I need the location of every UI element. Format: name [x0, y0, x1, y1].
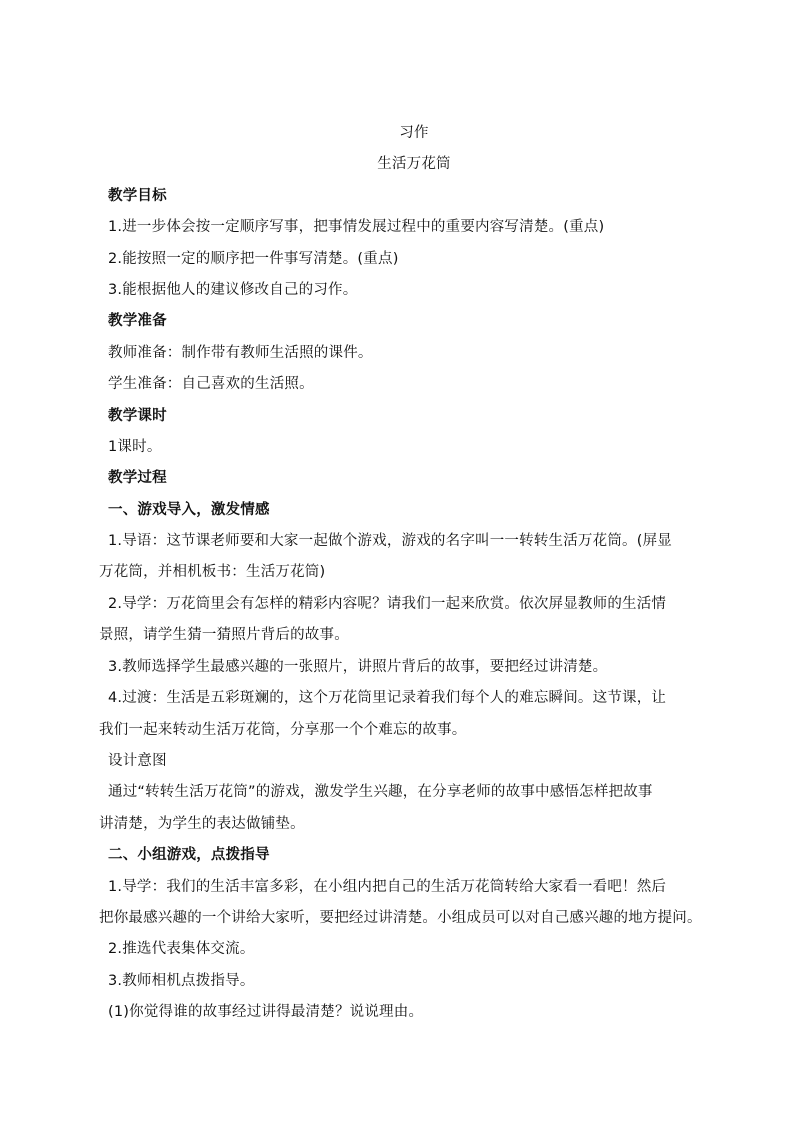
part2-item-2: 2.推选代表集体交流。 — [108, 941, 255, 958]
part1-item-1-line-2: 万花筒，并相机板书：生活万花筒) — [99, 564, 326, 581]
goal-item-1: 1.进一步体会按一定顺序写事，把事情发展过程中的重要内容写清楚。(重点) — [108, 219, 605, 236]
part1-item-1 — [99, 526, 720, 589]
design-paragraph — [99, 777, 720, 840]
part1-item-4-line-1: 4.过渡：生活是五彩斑斓的，这个万花筒里记录着我们每个人的难忘瞬间。这节课，让 — [108, 690, 667, 707]
prep-teacher: 教师准备：制作带有教师生活照的课件。 — [108, 344, 373, 361]
part1-item-2-line-2: 景照，请学生猜一猜照片背后的故事。 — [99, 627, 349, 644]
part2-item-3-sub-1: (1)你觉得谁的故事经过讲得最清楚？说说理由。 — [108, 1004, 424, 1021]
part2-item-1 — [99, 872, 720, 935]
part1-heading: 一、游戏导入，激发情感 — [108, 501, 270, 518]
hours-heading: 教学课时 — [108, 407, 167, 424]
part2-item-1-line-2: 把你最感兴趣的一个讲给大家听，要把经过讲清楚。小组成员可以对自己感兴趣的地方提问。 — [99, 909, 702, 926]
goal-item-3: 3.能根据他人的建议修改自己的习作。 — [108, 281, 358, 298]
prep-student: 学生准备：自己喜欢的生活照。 — [108, 376, 314, 393]
part1-item-1-line-1: 1.导语：这节课老师要和大家一起做个游戏，游戏的名字叫一一转转生活万花筒。(屏显 — [108, 533, 672, 550]
part1-item-3: 3.教师选择学生最感兴趣的一张照片，讲照片背后的故事，要把经过讲清楚。 — [108, 658, 608, 675]
prep-heading: 教学准备 — [108, 313, 167, 330]
part1-item-4 — [99, 683, 720, 746]
part2-heading: 二、小组游戏，点拨指导 — [108, 847, 270, 864]
process-heading: 教学过程 — [108, 470, 167, 487]
part2-item-1-line-1: 1.导学：我们的生活丰富多彩，在小组内把自己的生活万花筒转给大家看一看吧！然后 — [108, 878, 667, 895]
goals-heading: 教学目标 — [108, 187, 167, 204]
document-title: 习作 — [399, 125, 429, 141]
document-subtitle: 生活万花筒 — [377, 156, 451, 173]
design-heading: 设计意图 — [108, 752, 167, 769]
part1-item-2 — [99, 589, 720, 652]
design-line-1: 通过“转转生活万花筒”的游戏，激发学生兴趣，在分享老师的故事中感悟怎样把故事 — [108, 784, 653, 801]
document-body — [99, 118, 720, 1028]
design-line-2: 讲清楚，为学生的表达做铺垫。 — [99, 815, 305, 832]
part2-item-3: 3.教师相机点拨指导。 — [108, 972, 255, 989]
part1-item-4-line-2: 我们一起来转动生活万花筒，分享那一个个难忘的故事。 — [99, 721, 467, 738]
part1-item-2-line-1: 2.导学：万花筒里会有怎样的精彩内容呢？请我们一起来欣赏。依次屏显教师的生活情 — [108, 595, 667, 612]
hours-text: 1课时。 — [108, 438, 162, 455]
goal-item-2: 2.能按照一定的顺序把一件事写清楚。(重点) — [108, 250, 399, 267]
